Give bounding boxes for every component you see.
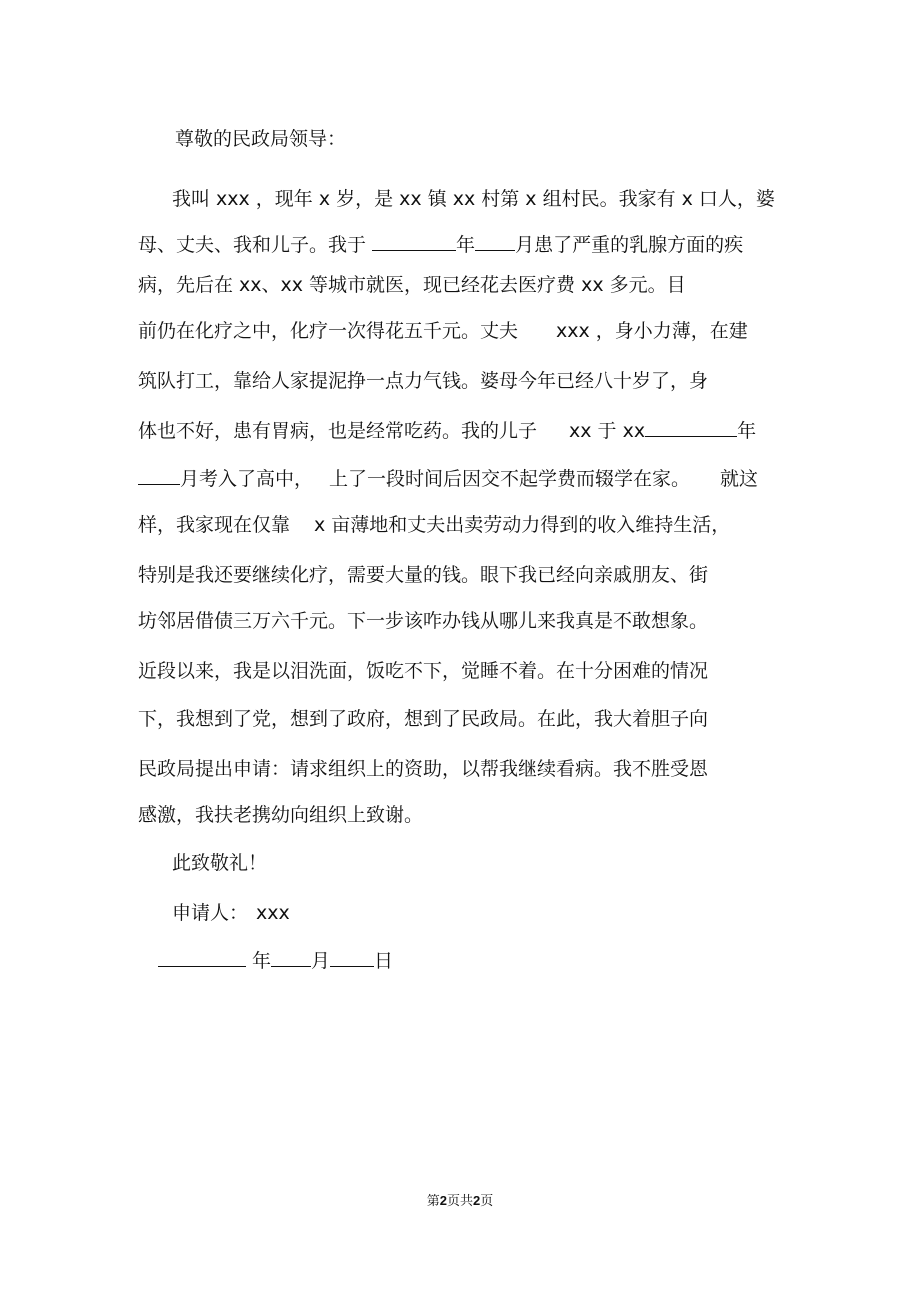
body-text: 近段以来，我是以泪洗面，饭吃不下，觉睡不着。在十分困难的情况 — [138, 660, 709, 682]
body-text: 就这 — [720, 468, 759, 490]
body-text: xx 于 xx — [569, 420, 646, 442]
body-line-9 — [138, 562, 708, 588]
body-line-12 — [138, 706, 708, 732]
body-text: 感激，我扶老携幼向组织上致谢。 — [138, 804, 424, 826]
current-page-number: 2 — [439, 1193, 447, 1208]
page-footer — [0, 1192, 920, 1211]
body-line-14 — [138, 802, 423, 828]
applicant-name: xxx — [256, 902, 290, 924]
body-line-13 — [138, 756, 708, 782]
date-line — [158, 946, 393, 974]
body-text: 样，我家现在仅靠 — [138, 514, 291, 536]
body-line-4 — [138, 318, 748, 344]
date-day-label: 日 — [374, 950, 394, 972]
body-text: xxx ，身小力薄，在建 — [556, 320, 748, 342]
footer-prefix: 第 — [426, 1194, 440, 1209]
applicant-line — [172, 900, 290, 926]
fill-in-blank-year — [372, 230, 456, 251]
footer-suffix: 页 — [480, 1194, 494, 1209]
body-line-1 — [172, 186, 775, 212]
body-line-8 — [138, 512, 730, 538]
body-text: 下，我想到了党，想到了政府，想到了民政局。在此，我大着胆子向 — [138, 708, 709, 730]
body-text: 坊邻居借债三万六千元。下一步该咋办钱从哪儿来我真是不敢想象。 — [138, 610, 709, 632]
body-text: 民政局提出申请：请求组织上的资助，以帮我继续看病。我不胜受恩 — [138, 758, 709, 780]
fill-in-blank-month — [475, 230, 515, 251]
body-text: 月患了严重的乳腺方面的疾 — [515, 234, 744, 256]
body-text: 特别是我还要继续化疗，需要大量的钱。眼下我已经向亲戚朋友、街 — [138, 564, 709, 586]
body-text: 前仍在化疗之中，化疗一次得花五千元。丈夫 — [138, 320, 519, 342]
applicant-label: 申请人： — [172, 902, 249, 924]
body-line-11 — [138, 658, 708, 684]
salutation: 尊敬的民政局领导： — [175, 128, 347, 150]
total-page-number: 2 — [473, 1193, 481, 1208]
date-year-label: 年 — [252, 950, 272, 972]
date-blank-year — [158, 946, 246, 967]
body-line-5 — [138, 368, 708, 394]
body-text: 病，先后在 xx、xx 等城市就医，现已经花去医疗费 xx 多元。目 — [138, 274, 686, 296]
body-line-3 — [138, 272, 686, 298]
body-text: x 亩薄地和丈夫出卖劳动力得到的收入维持生活， — [314, 514, 731, 536]
body-text: 体也不好，患有胃病，也是经常吃药。我的儿子 — [138, 420, 538, 442]
body-line-10 — [138, 608, 708, 634]
body-line-6 — [138, 416, 756, 444]
fill-in-blank-year — [645, 416, 737, 437]
body-text: 母、丈夫、我和儿子。我于 — [138, 234, 373, 256]
date-blank-day — [330, 946, 374, 967]
closing: 此致敬礼！ — [172, 852, 268, 874]
body-text: 年 — [456, 234, 476, 256]
body-line-7 — [138, 464, 758, 492]
body-text: 我叫 xxx ，现年 x 岁，是 xx 镇 xx 村第 x 组村民。我家有 x 口人，婆 — [172, 188, 775, 210]
date-blank-month — [271, 946, 311, 967]
date-month-label: 月 — [311, 950, 331, 972]
body-text: 年 — [737, 420, 757, 442]
fill-in-blank-month — [138, 464, 180, 485]
body-line-2 — [138, 230, 743, 258]
body-text: 月考入了高中， — [180, 468, 314, 490]
body-text: 上了一段时间后因交不起学费而辍学在家。 — [329, 468, 691, 490]
footer-middle: 页共 — [446, 1194, 473, 1209]
body-text: 筑队打工，靠给人家提泥挣一点力气钱。婆母今年已经八十岁了，身 — [138, 370, 709, 392]
